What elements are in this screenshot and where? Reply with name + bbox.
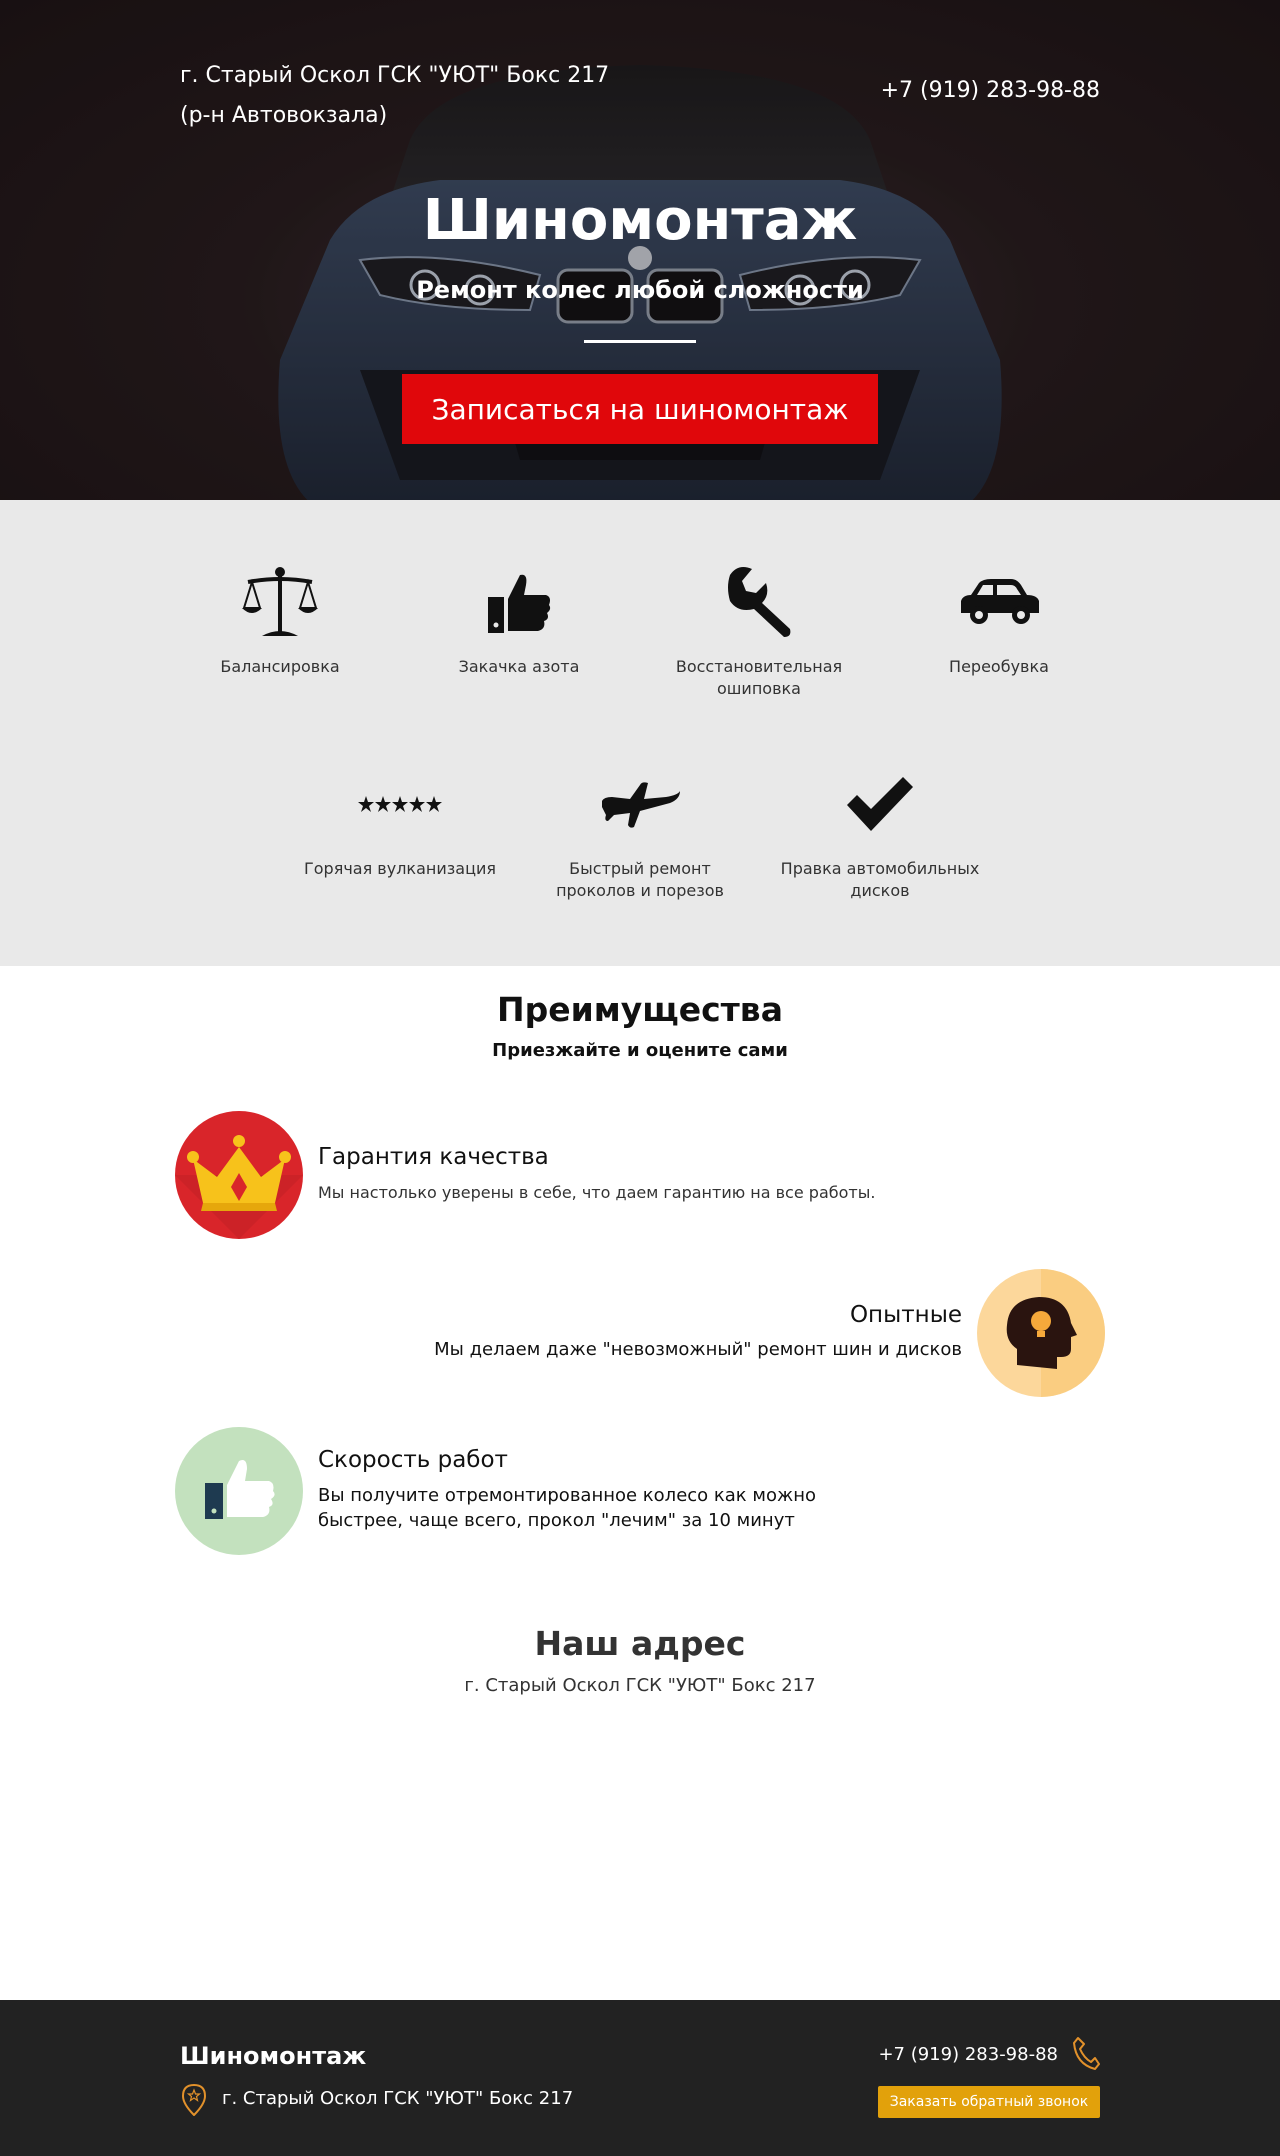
service-label: Переобувка — [949, 657, 1049, 676]
hero-subtitle: Ремонт колес любой сложности — [416, 276, 864, 304]
service-label: Восстановительная ошиповка — [675, 657, 843, 698]
service-label: Закачка азота — [458, 657, 580, 676]
phone-icon — [1072, 2036, 1100, 2070]
head-lightbulb-icon — [977, 1269, 1105, 1397]
service-label: Горячая вулканизация — [304, 859, 496, 878]
callback-button[interactable]: Заказать обратный звонок — [878, 2086, 1100, 2118]
advantage-text: Мы делаем даже "невозможный" ремонт шин и дисков — [434, 1339, 962, 1360]
stars-icon — [290, 764, 510, 844]
thumbs-up-icon — [175, 1427, 303, 1555]
plane-icon — [530, 764, 750, 844]
header-address-line1: г. Старый Оскол ГСК "УЮТ" Бокс 217 — [180, 63, 610, 88]
services-section — [0, 500, 1280, 966]
footer-brand: Шиномонтаж — [180, 2042, 367, 2070]
advantage-title: Гарантия качества — [318, 1144, 549, 1170]
service-label: Быстрый ремонт проколов и порезов — [556, 859, 724, 900]
book-tire-service-button[interactable]: Записаться на шиномонтаж — [402, 374, 878, 444]
service-item-nitrogen — [409, 562, 629, 678]
service-item-vulcanization — [290, 764, 510, 880]
advantage-title: Скорость работ — [318, 1447, 508, 1473]
service-label: Балансировка — [220, 657, 340, 676]
hero-divider — [584, 340, 696, 343]
service-item-studding — [649, 562, 869, 700]
advantage-text-line: Вы получите отремонтированное колесо как можно — [318, 1485, 816, 1506]
hero-title: Шиномонтаж — [422, 188, 858, 253]
service-item-tire-change — [889, 562, 1109, 678]
service-item-puncture-repair — [530, 764, 750, 902]
balance-scale-icon — [170, 562, 390, 642]
header-address — [180, 56, 609, 136]
wrench-icon — [649, 562, 869, 642]
advantage-title: Опытные — [849, 1302, 962, 1328]
advantages-title: Преимущества — [497, 990, 783, 1029]
location-pin-icon — [182, 2084, 206, 2116]
footer-phone-link[interactable]: +7 (919) 283-98-88 — [878, 2044, 1058, 2065]
footer-address: г. Старый Оскол ГСК "УЮТ" Бокс 217 — [222, 2088, 574, 2109]
advantage-text-line: быстрее, чаще всего, прокол "лечим" за 10 минут — [318, 1510, 795, 1531]
footer — [0, 2000, 1280, 2156]
advantages-subtitle: Приезжайте и оцените сами — [492, 1040, 788, 1061]
advantage-text — [318, 1483, 816, 1533]
checkmark-icon — [770, 764, 990, 844]
header-address-line2: (р-н Автовокзала) — [180, 103, 388, 128]
address-title: Наш адрес — [534, 1624, 746, 1663]
service-item-balancing — [170, 562, 390, 678]
car-icon — [889, 562, 1109, 642]
header-phone-link[interactable]: +7 (919) 283-98-88 — [880, 78, 1100, 103]
address-text: г. Старый Оскол ГСК "УЮТ" Бокс 217 — [464, 1675, 816, 1696]
crown-icon — [175, 1111, 303, 1239]
service-item-rim-straightening — [770, 764, 990, 902]
service-label: Правка автомобильных дисков — [780, 859, 980, 900]
hero-section — [0, 0, 1280, 500]
advantage-text: Мы настолько уверены в себе, что даем гарантию на все работы. — [318, 1183, 876, 1202]
thumbs-up-icon — [409, 562, 629, 642]
